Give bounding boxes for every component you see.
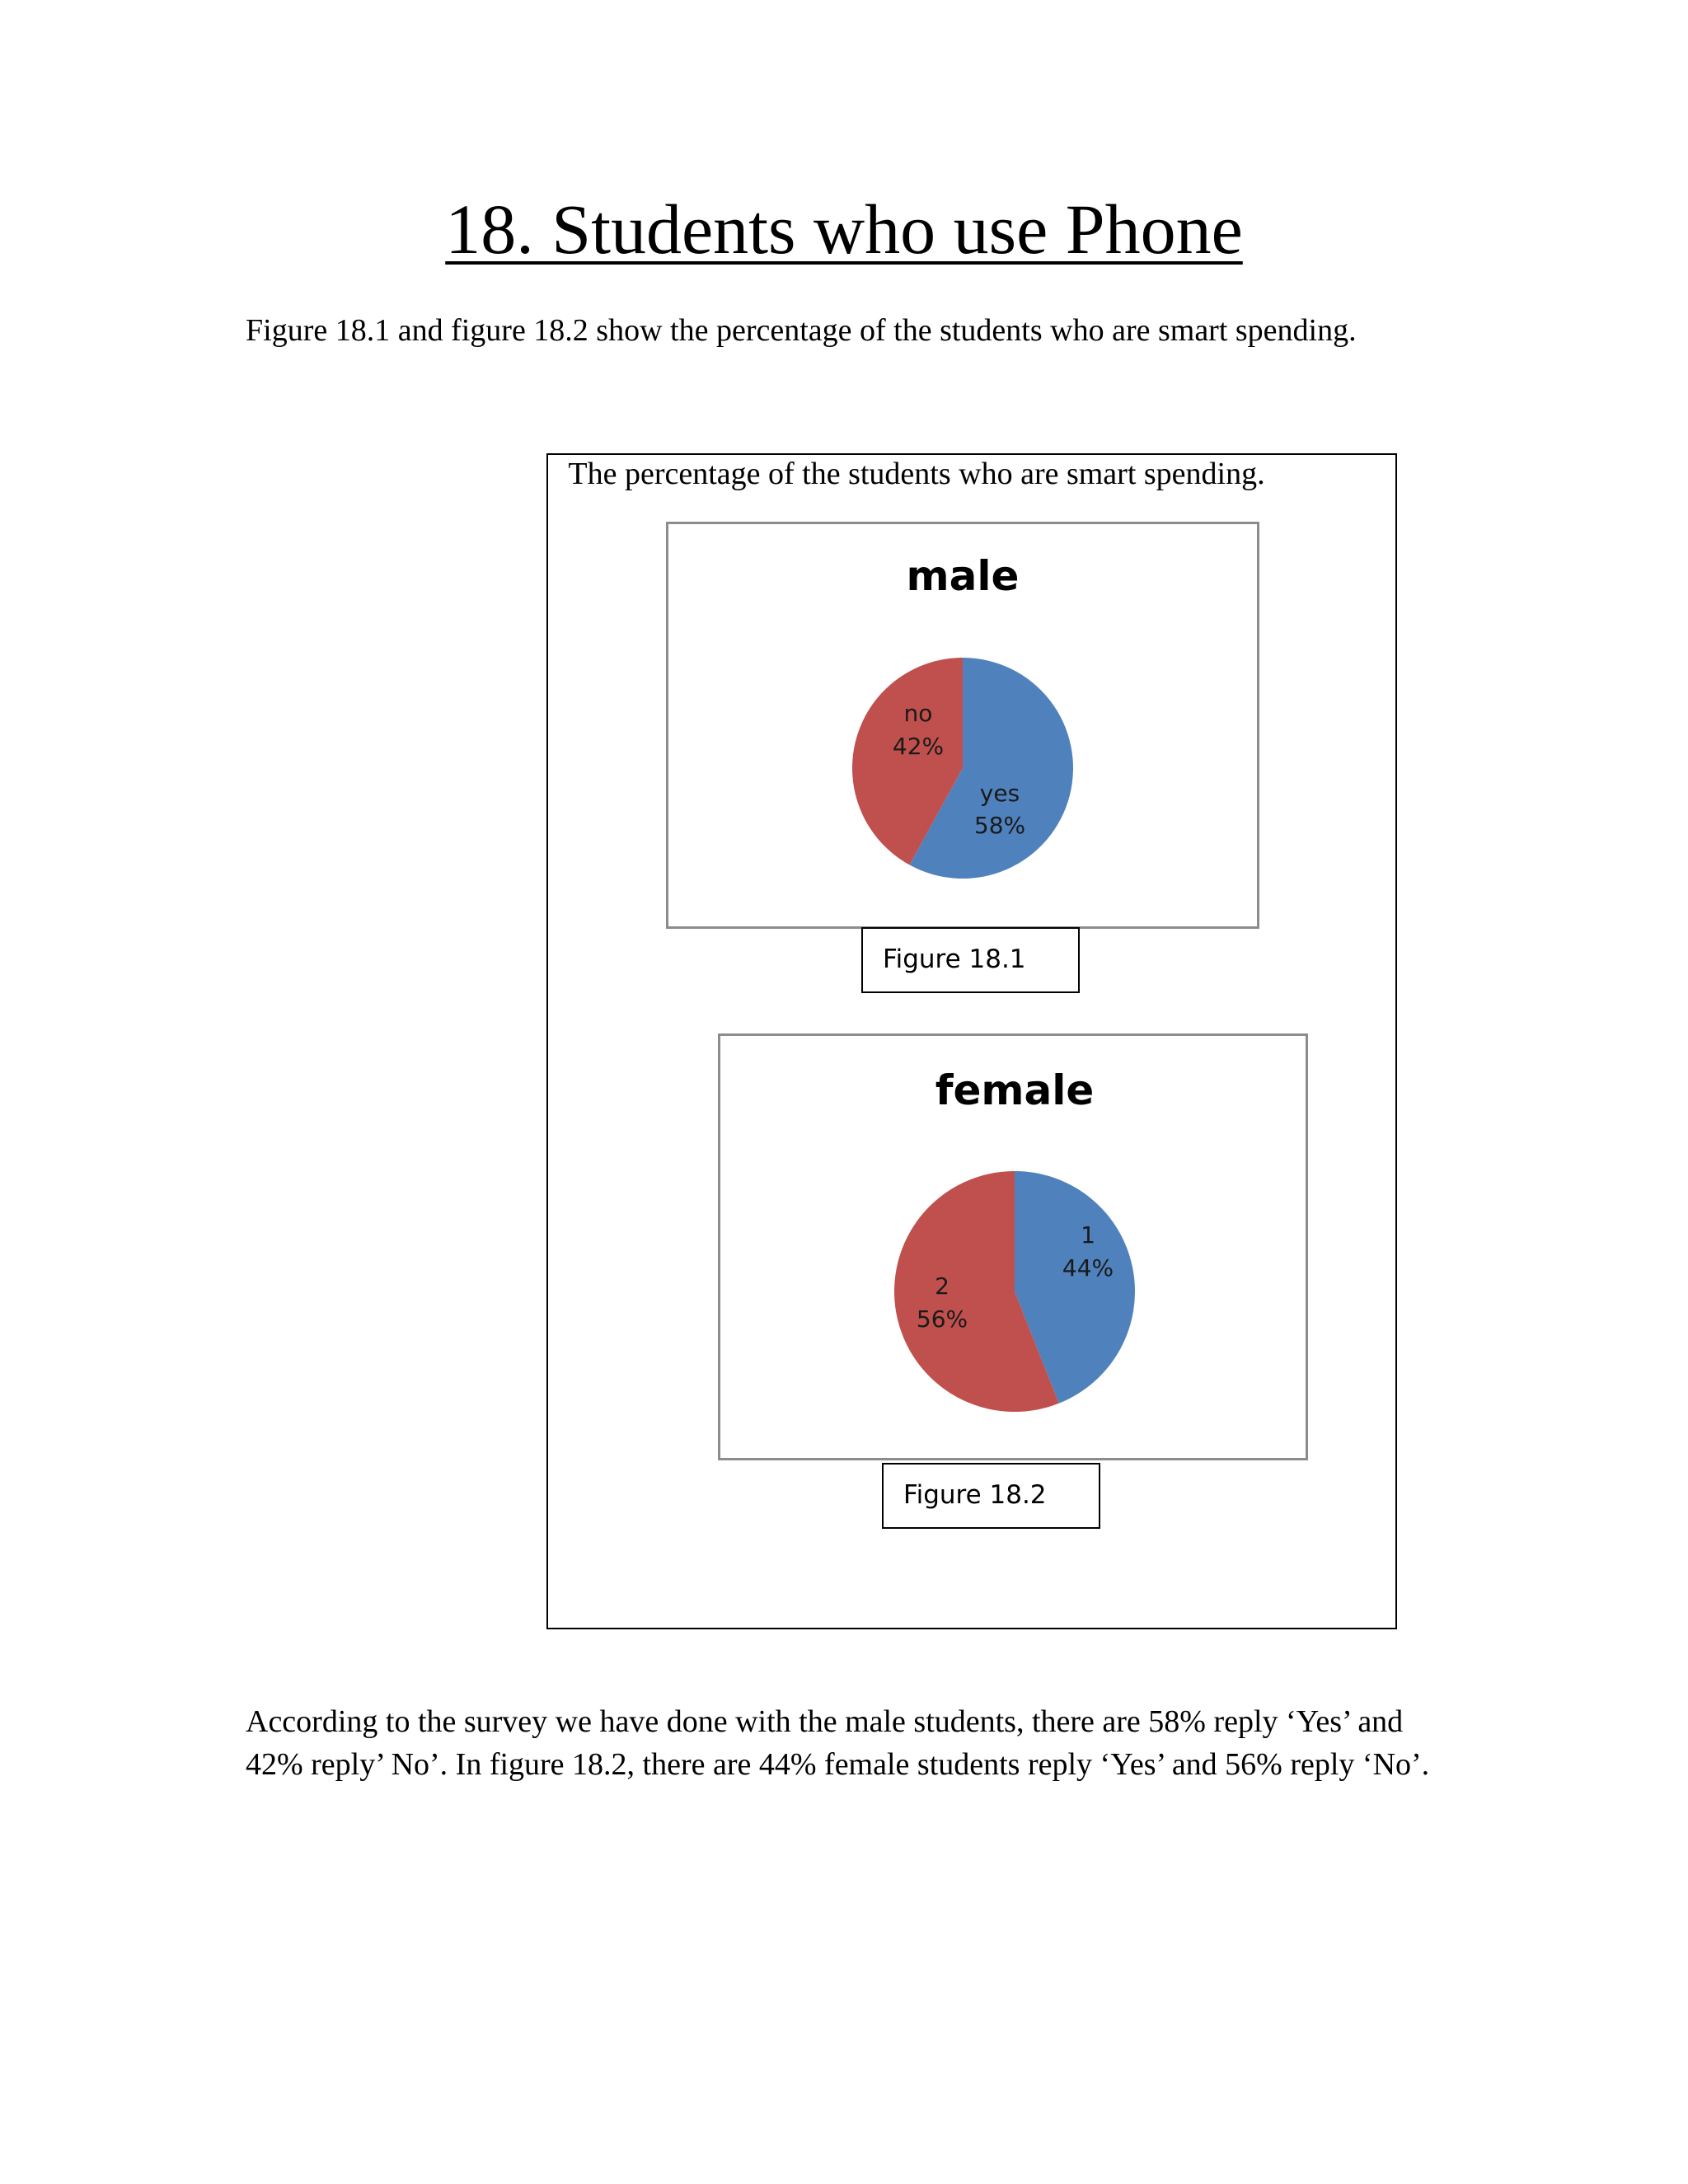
female-pie-chart [718,1033,1308,1460]
male-pie-chart [666,522,1259,929]
male-chart-title: male [906,552,1020,600]
male-slice-label-yes: yes [979,780,1020,807]
page-heading [0,188,1688,270]
female-slice-label-1: 1 [1081,1221,1095,1249]
male-slice-label-no: no [903,700,933,727]
female-slice-value-1: 44% [1062,1254,1114,1282]
male-slice-value-yes: 58% [973,812,1026,839]
page-heading-text: 18. Students who use Phone [445,190,1243,269]
figure-18-2-caption: Figure 18.2 [882,1463,1100,1529]
male-pie-svg [668,524,1262,931]
male-slice-value-no: 42% [892,733,945,760]
female-pie-svg [720,1036,1311,1463]
male-slices [852,658,1073,879]
conclusion-paragraph: According to the survey we have done with the male students, there are 58% reply ‘Yes’ and 42% reply’ No’. In figure 18.2, there are 44% female students reply ‘Yes’ and 56% reply ‘No’. [246,1704,1430,1782]
intro-paragraph: Figure 18.1 and figure 18.2 show the percentage of the students who are smart spending. [246,313,1357,348]
female-slices [894,1171,1135,1412]
female-chart-title: female [935,1066,1095,1114]
figure-frame-title: The percentage of the students who are smart spending. [568,457,1265,491]
female-slice-label-2: 2 [935,1272,950,1300]
female-slice-value-2: 56% [916,1305,968,1333]
figure-18-1-caption: Figure 18.1 [861,927,1080,993]
